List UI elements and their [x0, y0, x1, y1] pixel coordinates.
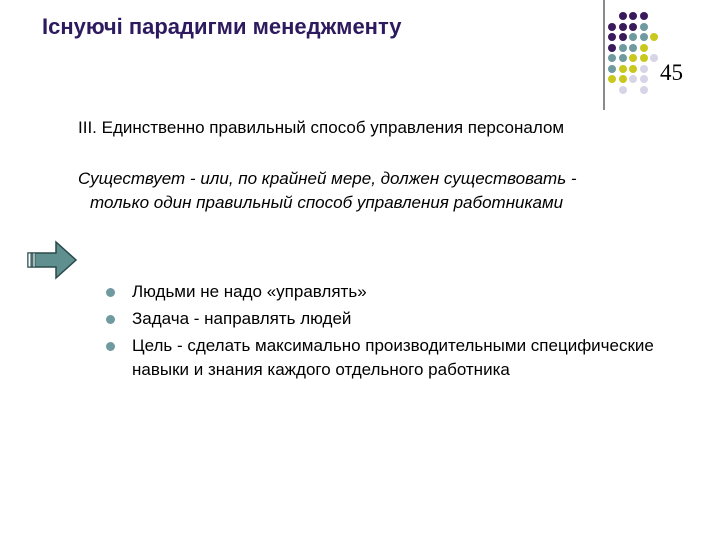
list-item-text: Цель - сделать максимально производительными специфические навыки и знания каждого отдельного работника — [132, 336, 654, 379]
decorative-dot — [619, 65, 627, 73]
decorative-dot — [629, 54, 637, 62]
bullet-list — [104, 280, 664, 385]
bullet-icon — [106, 315, 115, 324]
decorative-dot — [640, 12, 648, 20]
decorative-dot — [640, 75, 648, 83]
decorative-dot — [619, 44, 627, 52]
decorative-dot — [608, 23, 616, 31]
decorative-dot — [608, 44, 616, 52]
decorative-dot — [608, 54, 616, 62]
italic-statement-line-1: Существует - или, по крайней мере, должен существовать - — [78, 169, 577, 188]
decorative-dot — [640, 44, 648, 52]
divider-line — [603, 0, 605, 110]
italic-statement-line-2: только один правильный способ управления работниками — [90, 193, 564, 212]
section-heading: III. Единственно правильный способ управления персоналом — [78, 118, 565, 137]
decorative-dot — [640, 23, 648, 31]
italic-statement — [78, 167, 678, 215]
decorative-dot — [619, 12, 627, 20]
list-item — [104, 280, 664, 304]
bullet-icon — [106, 342, 115, 351]
right-arrow-icon — [26, 240, 78, 285]
decorative-dot — [629, 12, 637, 20]
decorative-dot — [640, 86, 648, 94]
decorative-dot — [608, 65, 616, 73]
list-item — [104, 334, 664, 382]
decorative-dot — [619, 23, 627, 31]
list-item-text: Людьми не надо «управлять» — [132, 282, 367, 301]
decorative-dot — [619, 54, 627, 62]
decorative-dot — [640, 65, 648, 73]
page-number: 45 — [660, 60, 683, 85]
decorative-dot — [650, 33, 658, 41]
decorative-dot — [650, 54, 658, 62]
bullet-icon — [106, 288, 115, 297]
decorative-dot — [619, 33, 627, 41]
decorative-dot — [640, 54, 648, 62]
decorative-dot — [629, 65, 637, 73]
decorative-dot — [629, 75, 637, 83]
decorative-dot — [629, 44, 637, 52]
decorative-dot — [619, 75, 627, 83]
decorative-dot — [629, 23, 637, 31]
decorative-dot — [629, 33, 637, 41]
slide-title: Існуючі парадигми менеджменту — [42, 14, 402, 39]
decorative-dot — [608, 33, 616, 41]
decorative-dot — [640, 33, 648, 41]
list-item — [104, 307, 664, 331]
list-item-text: Задача - направлять людей — [132, 309, 352, 328]
decorative-dot — [608, 75, 616, 83]
decorative-dot — [619, 86, 627, 94]
